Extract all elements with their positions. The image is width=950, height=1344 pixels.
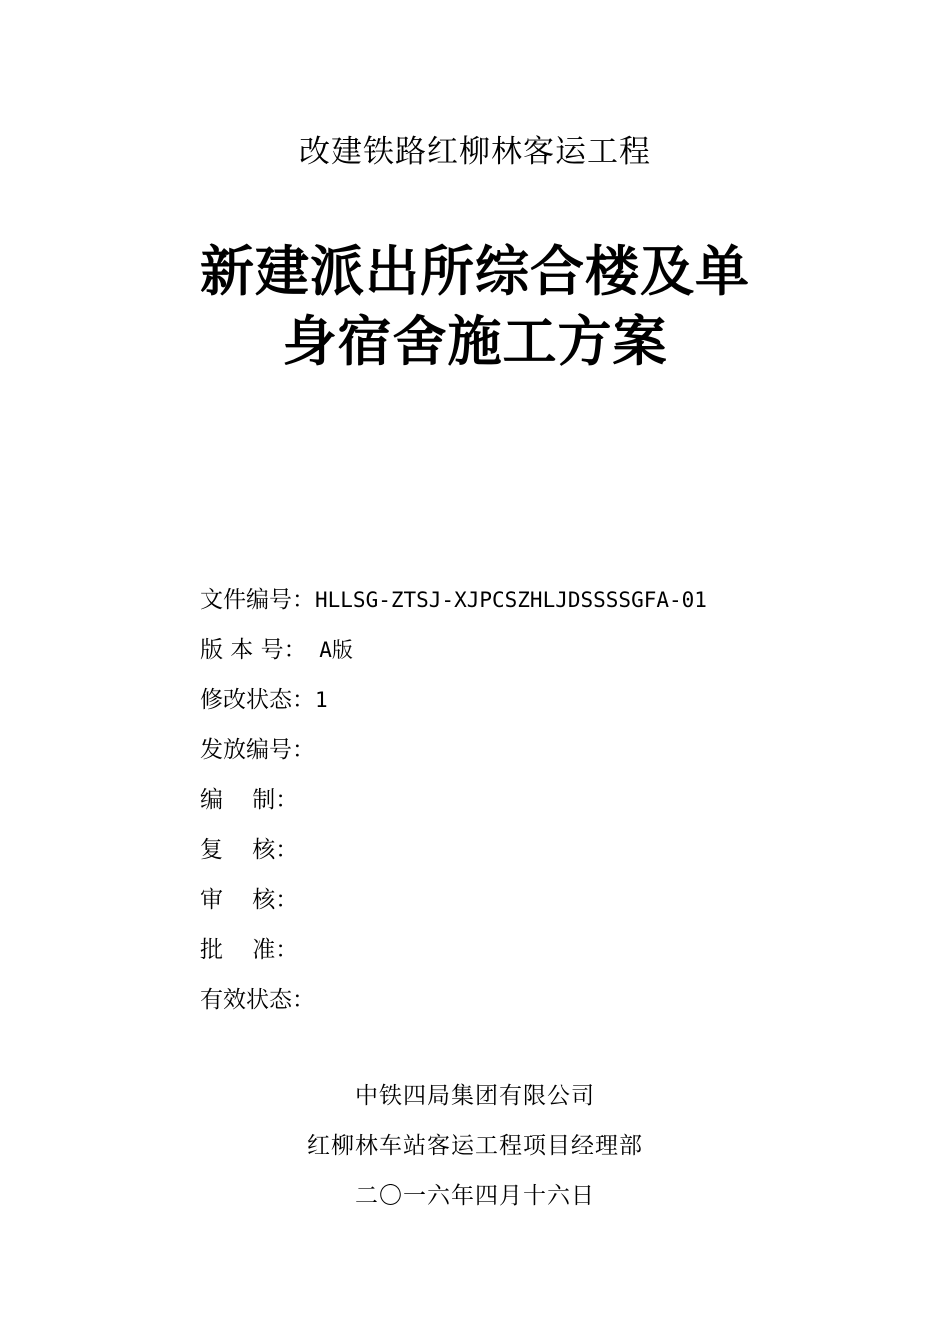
info-value: A版 [306, 638, 353, 662]
title-line-1: 新建派出所综合楼及单 [200, 239, 750, 303]
info-row-approved-by [200, 932, 840, 982]
project-name: 改建铁路红柳林客运工程 [299, 134, 651, 170]
info-value: 1 [315, 688, 328, 712]
info-label: 修改状态： [200, 687, 315, 713]
info-row-prepared-by [200, 782, 840, 832]
info-value: HLLSG-ZTSJ-XJPCSZHLJDSSSSGFA-01 [315, 588, 707, 612]
info-label: 编 制： [200, 787, 299, 813]
info-label: 版 本 号： [200, 637, 307, 663]
title-line-2: 身宿舍施工方案 [282, 309, 668, 373]
document-date: 二〇一六年四月十六日 [355, 1183, 595, 1209]
info-row-file-number [200, 582, 840, 632]
info-label: 复 核： [200, 837, 299, 863]
info-row-distribution-number [200, 732, 840, 782]
info-row-revision [200, 682, 840, 732]
info-label: 发放编号： [200, 737, 315, 763]
document-footer [0, 1078, 950, 1228]
company-name: 中铁四局集团有限公司 [355, 1083, 595, 1109]
department-name: 红柳林车站客运工程项目经理部 [307, 1133, 643, 1159]
info-label: 有效状态： [200, 987, 315, 1013]
info-row-version [200, 632, 840, 682]
info-label: 文件编号： [200, 587, 315, 613]
info-row-validity-status [200, 982, 840, 1032]
main-title [0, 236, 950, 376]
info-row-reviewed-by [200, 832, 840, 882]
document-info-list [200, 582, 840, 1032]
info-label: 批 准： [200, 937, 299, 963]
info-row-audited-by [200, 882, 840, 932]
info-label: 审 核： [200, 887, 299, 913]
